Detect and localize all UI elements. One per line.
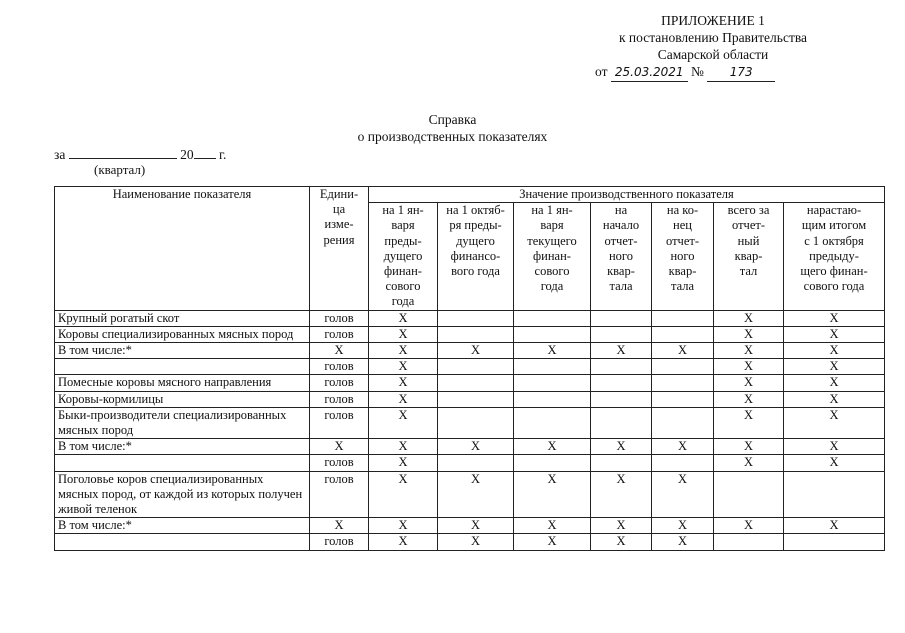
- row-value-cell: [591, 407, 652, 438]
- appendix-block: [583, 12, 843, 82]
- row-value-cell: X: [784, 391, 885, 407]
- appendix-title: ПРИЛОЖЕНИЕ 1: [661, 13, 765, 28]
- row-value-cell: X: [369, 326, 438, 342]
- row-value-cell: X: [714, 310, 784, 326]
- header-cumulative: нарастаю- щим итогом с 1 октября предыду- щего финан- сового года: [784, 203, 885, 310]
- row-value-cell: X: [369, 391, 438, 407]
- table-row: [55, 518, 885, 534]
- row-value-cell: X: [438, 518, 514, 534]
- row-value-cell: X: [714, 326, 784, 342]
- row-indicator-name: В том числе:*: [55, 518, 310, 534]
- row-indicator-name: В том числе:*: [55, 439, 310, 455]
- header-oct-prev: на 1 октяб- ря преды- дущего финансо- вого года: [438, 203, 514, 310]
- title-main: Справка: [428, 112, 477, 127]
- table-row: [55, 534, 885, 550]
- table-row: [55, 359, 885, 375]
- row-indicator-name: В том числе:*: [55, 343, 310, 359]
- decree-date: 25.03.2021: [611, 64, 688, 82]
- quarter-sublabel: (квартал): [94, 162, 146, 177]
- year-prefix: 20: [180, 147, 194, 162]
- row-value-cell: [514, 455, 591, 471]
- row-value-cell: [438, 407, 514, 438]
- row-value-cell: X: [369, 375, 438, 391]
- row-value-cell: X: [714, 439, 784, 455]
- row-value-cell: X: [514, 343, 591, 359]
- header-quarter-end: на ко- нец отчет- ного квар- тала: [652, 203, 714, 310]
- header-row-1: [55, 187, 885, 203]
- header-jan-prev: на 1 ян- варя преды- дущего финан- сового года: [369, 203, 438, 310]
- row-value-cell: X: [784, 375, 885, 391]
- row-value-cell: X: [369, 343, 438, 359]
- year-blank: [194, 146, 216, 159]
- table-row: [55, 391, 885, 407]
- row-unit: голов: [310, 455, 369, 471]
- row-unit: голов: [310, 375, 369, 391]
- row-value-cell: X: [714, 407, 784, 438]
- row-value-cell: [514, 359, 591, 375]
- period-prefix: за: [54, 147, 66, 162]
- row-value-cell: X: [784, 407, 885, 438]
- row-value-cell: [784, 471, 885, 518]
- row-value-cell: [438, 326, 514, 342]
- row-value-cell: X: [652, 343, 714, 359]
- row-value-cell: X: [652, 439, 714, 455]
- appendix-date-line: [583, 63, 843, 82]
- row-value-cell: X: [514, 518, 591, 534]
- row-value-cell: [514, 326, 591, 342]
- row-value-cell: [591, 391, 652, 407]
- row-value-cell: [652, 455, 714, 471]
- row-value-cell: X: [714, 455, 784, 471]
- row-value-cell: [714, 534, 784, 550]
- row-value-cell: X: [784, 359, 885, 375]
- row-value-cell: X: [784, 455, 885, 471]
- row-value-cell: X: [591, 518, 652, 534]
- row-value-cell: X: [714, 518, 784, 534]
- period-line: [54, 146, 226, 163]
- row-value-cell: [784, 534, 885, 550]
- row-value-cell: X: [514, 439, 591, 455]
- row-indicator-name: [55, 455, 310, 471]
- row-indicator-name: Крупный рогатый скот: [55, 310, 310, 326]
- row-value-cell: [652, 391, 714, 407]
- period-suffix: г.: [218, 147, 227, 162]
- row-value-cell: X: [369, 439, 438, 455]
- row-indicator-name: Коровы специализированных мясных пород: [55, 326, 310, 342]
- table-row: [55, 310, 885, 326]
- indicators-table: [54, 186, 885, 551]
- row-value-cell: X: [514, 471, 591, 518]
- header-jan-current: на 1 ян- варя текущего финан- сового года: [514, 203, 591, 310]
- row-value-cell: [652, 407, 714, 438]
- row-value-cell: X: [369, 518, 438, 534]
- table-row: [55, 455, 885, 471]
- row-value-cell: X: [369, 359, 438, 375]
- row-unit: голов: [310, 471, 369, 518]
- row-unit: X: [310, 439, 369, 455]
- row-value-cell: [438, 375, 514, 391]
- header-name: Наименование показателя: [55, 187, 310, 311]
- row-unit: голов: [310, 407, 369, 438]
- row-indicator-name: [55, 359, 310, 375]
- row-unit: X: [310, 518, 369, 534]
- row-value-cell: X: [591, 343, 652, 359]
- row-value-cell: X: [714, 343, 784, 359]
- row-indicator-name: Быки-производители специализированных мясных пород: [55, 407, 310, 438]
- row-value-cell: X: [591, 471, 652, 518]
- row-value-cell: X: [652, 518, 714, 534]
- row-value-cell: [438, 391, 514, 407]
- row-value-cell: X: [369, 455, 438, 471]
- row-value-cell: X: [784, 439, 885, 455]
- row-value-cell: X: [591, 534, 652, 550]
- row-value-cell: X: [369, 471, 438, 518]
- document-title: [0, 111, 905, 145]
- row-value-cell: [438, 359, 514, 375]
- row-value-cell: X: [438, 534, 514, 550]
- row-value-cell: X: [514, 534, 591, 550]
- row-unit: голов: [310, 359, 369, 375]
- table-row: [55, 375, 885, 391]
- row-value-cell: [591, 310, 652, 326]
- row-value-cell: X: [652, 471, 714, 518]
- row-value-cell: [591, 359, 652, 375]
- table-row: [55, 471, 885, 518]
- row-value-cell: [652, 375, 714, 391]
- number-label: №: [690, 64, 704, 79]
- header-quarter-total: всего за отчет- ный квар- тал: [714, 203, 784, 310]
- row-value-cell: X: [784, 310, 885, 326]
- decree-number: 173: [707, 64, 775, 82]
- row-value-cell: X: [369, 310, 438, 326]
- row-value-cell: X: [369, 407, 438, 438]
- row-value-cell: X: [784, 326, 885, 342]
- row-indicator-name: Коровы-кормилицы: [55, 391, 310, 407]
- row-unit: голов: [310, 326, 369, 342]
- table-row: [55, 407, 885, 438]
- header-unit: Едини- ца изме- рения: [310, 187, 369, 311]
- from-label: от: [595, 64, 608, 79]
- row-value-cell: [514, 310, 591, 326]
- row-unit: голов: [310, 391, 369, 407]
- table-row: [55, 343, 885, 359]
- row-indicator-name: Помесные коровы мясного направления: [55, 375, 310, 391]
- row-value-cell: X: [438, 343, 514, 359]
- appendix-decree: к постановлению Правительства: [618, 30, 808, 45]
- row-value-cell: X: [438, 471, 514, 518]
- row-value-cell: X: [652, 534, 714, 550]
- row-value-cell: [438, 310, 514, 326]
- row-unit: X: [310, 343, 369, 359]
- row-indicator-name: Поголовье коров специализированных мясных пород, от каждой из которых получен живой теленок: [55, 471, 310, 518]
- row-value-cell: [514, 391, 591, 407]
- title-sub: о производственных показателях: [357, 129, 548, 144]
- row-value-cell: [438, 455, 514, 471]
- quarter-blank: [69, 146, 177, 159]
- row-value-cell: X: [438, 439, 514, 455]
- table-row: [55, 439, 885, 455]
- row-value-cell: X: [714, 359, 784, 375]
- row-value-cell: X: [784, 518, 885, 534]
- row-indicator-name: [55, 534, 310, 550]
- row-unit: голов: [310, 310, 369, 326]
- header-quarter-start: на начало отчет- ного квар- тала: [591, 203, 652, 310]
- header-group: Значение производственного показателя: [369, 187, 885, 203]
- table-row: [55, 326, 885, 342]
- appendix-region: Самарской области: [657, 47, 769, 62]
- row-value-cell: [652, 326, 714, 342]
- row-value-cell: [714, 471, 784, 518]
- row-value-cell: [591, 326, 652, 342]
- row-value-cell: [591, 375, 652, 391]
- row-value-cell: [652, 310, 714, 326]
- row-value-cell: [591, 455, 652, 471]
- row-value-cell: [514, 375, 591, 391]
- row-value-cell: X: [714, 391, 784, 407]
- row-value-cell: X: [784, 343, 885, 359]
- row-unit: голов: [310, 534, 369, 550]
- row-value-cell: X: [369, 534, 438, 550]
- row-value-cell: X: [714, 375, 784, 391]
- row-value-cell: [514, 407, 591, 438]
- row-value-cell: [652, 359, 714, 375]
- row-value-cell: X: [591, 439, 652, 455]
